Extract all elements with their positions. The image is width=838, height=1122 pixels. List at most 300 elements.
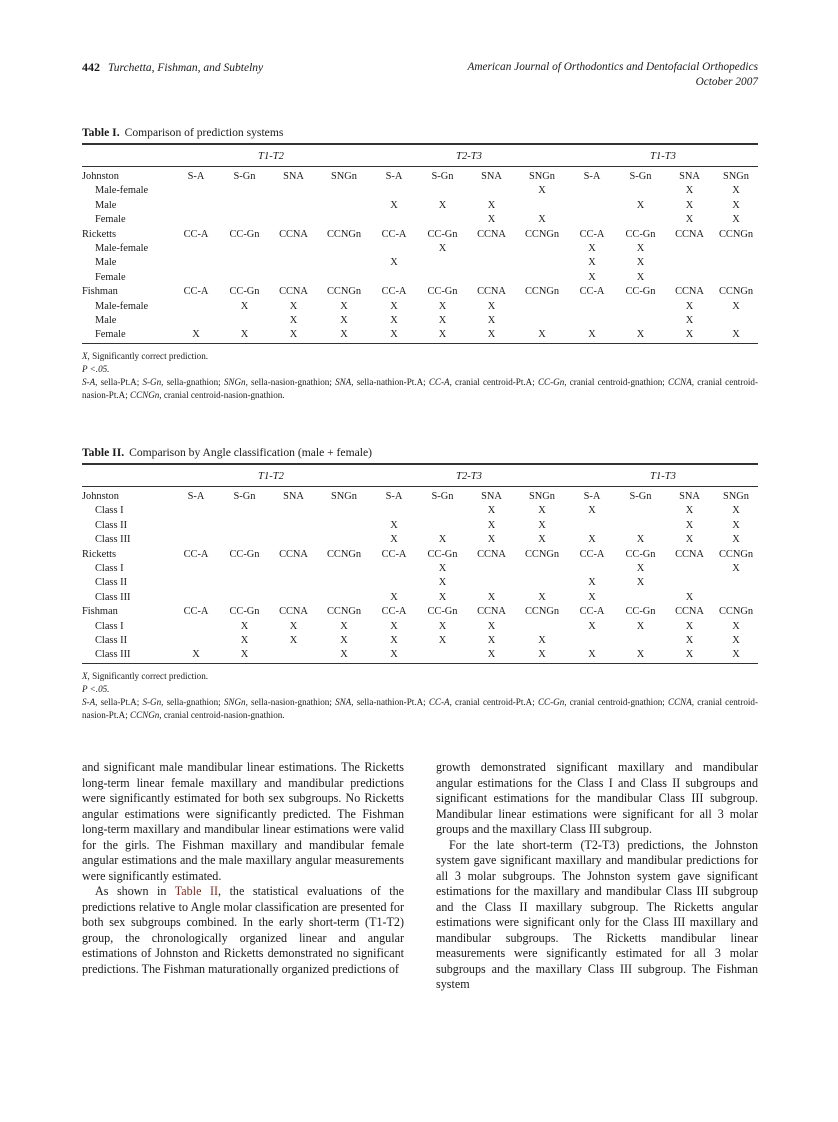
measure-header-cell: SNA [679, 171, 700, 182]
subgroup-label: Class I [95, 505, 124, 517]
empty-cell [714, 576, 758, 590]
abbr-definition: cranial centroid-gnathion; [566, 696, 669, 707]
empty-cell [269, 533, 318, 547]
empty-cell [172, 519, 220, 533]
measure-header-cell: SNGn [331, 171, 357, 182]
measure-header-cell: CC-A [381, 228, 407, 240]
significant-cell: X [588, 243, 596, 255]
empty-cell [269, 242, 318, 256]
significant-cell: X [685, 519, 694, 531]
significant-cell: X [192, 329, 200, 341]
empty-cell [665, 271, 714, 285]
significant-cell: X [487, 214, 496, 226]
footnote-symbol: X, [82, 350, 90, 361]
table-row [82, 184, 758, 198]
significant-cell: X [636, 329, 645, 341]
measure-header-cell: CCNGn [524, 548, 560, 560]
abbr-definition: cranial centroid-nasion-Pt.A; [82, 376, 758, 400]
empty-cell [568, 562, 616, 576]
abbr-term: CC-Gn, [537, 376, 567, 387]
group-header-spacer [82, 468, 172, 487]
empty-cell [616, 300, 665, 314]
empty-cell [318, 242, 370, 256]
empty-cell [269, 256, 318, 270]
significant-cell: X [588, 620, 596, 632]
significant-cell: X [438, 620, 447, 632]
significant-cell: X [685, 591, 694, 603]
significant-cell: X [538, 214, 546, 226]
table-row [82, 634, 758, 648]
table-group-header-row [82, 148, 758, 167]
measure-header-cell: CCNA [675, 228, 704, 240]
running-head [82, 60, 758, 91]
significant-cell: X [390, 591, 398, 603]
significant-cell: X [732, 635, 740, 647]
body-text [82, 760, 758, 993]
measure-header-cell: CC-Gn [229, 606, 260, 618]
measure-header-cell: CCNA [477, 228, 506, 240]
significant-cell: X [438, 315, 447, 327]
significant-cell: X [240, 329, 249, 341]
table-1-body [82, 144, 758, 347]
abbr-definition: cranial centroid-Pt.A; [451, 376, 538, 387]
abbr-term: CCNGn, [130, 389, 162, 400]
significant-cell: X [685, 635, 694, 647]
abbr-term: SNGn, [223, 696, 248, 707]
significant-cell: X [685, 185, 694, 197]
significant-cell: X [538, 649, 546, 661]
table-row [82, 314, 758, 328]
subgroup-label: Male-female [95, 185, 149, 197]
table-2-caption [82, 446, 758, 459]
significant-cell: X [685, 505, 694, 517]
significant-cell: X [636, 563, 645, 575]
abbr-term: SNGn, [223, 376, 248, 387]
measure-header-cell: S-A [187, 491, 205, 502]
measure-header-cell: SNGn [529, 171, 555, 182]
empty-cell [172, 504, 220, 518]
empty-cell [467, 184, 516, 198]
significant-cell: X [340, 620, 348, 632]
significant-cell: X [487, 591, 496, 603]
significant-cell: X [685, 214, 694, 226]
measure-header-cell: S-A [583, 171, 601, 182]
significant-cell: X [438, 243, 447, 255]
left-para-2-post: , the statistical evaluations of the predictions relative to Angle molar classification are presented for both sex subgroups combined. In the early short-term (T1-T2) group, the chronologically organized linear and angular estimations of Johnston and Ricketts demonstrated no significant predictions. The Fishman maturationally organized predictions of [82, 884, 405, 976]
table-system-row [82, 285, 758, 299]
measure-header-cell: SNA [283, 491, 304, 502]
significant-cell: X [636, 243, 645, 255]
measure-header-cell: CC-A [381, 606, 407, 618]
measure-header-cell: CC-Gn [427, 286, 458, 298]
measure-header-cell: CC-A [381, 286, 407, 298]
empty-cell [370, 213, 418, 227]
measure-header-cell: CC-Gn [625, 286, 656, 298]
empty-cell [220, 504, 269, 518]
group-header-t1-t2: T1-T2 [258, 151, 284, 162]
measure-header-cell: CCNGn [524, 228, 560, 240]
measure-header-cell: S-Gn [233, 171, 256, 182]
significant-cell: X [390, 315, 398, 327]
measure-header-cell: SNA [679, 491, 700, 502]
empty-cell [616, 519, 665, 533]
empty-cell [220, 519, 269, 533]
abbr-term: CCNA, [668, 696, 695, 707]
empty-cell [616, 314, 665, 328]
significant-cell: X [732, 214, 740, 226]
table-2-number: Table II. [82, 446, 125, 459]
significant-cell: X [732, 300, 740, 312]
empty-cell [516, 562, 568, 576]
empty-cell [467, 242, 516, 256]
significant-cell: X [240, 300, 249, 312]
significant-cell: X [390, 519, 398, 531]
empty-cell [172, 300, 220, 314]
empty-cell [418, 213, 467, 227]
empty-cell [418, 504, 467, 518]
table-1-footnotes [82, 350, 758, 402]
abbr-term: CCNGn, [130, 709, 162, 720]
abbr-definition: cranial centroid-Pt.A; [451, 696, 538, 707]
empty-cell [516, 576, 568, 590]
significant-cell: X [685, 300, 694, 312]
significant-cell: X [289, 329, 298, 341]
table-2-block [82, 446, 758, 722]
empty-cell [616, 213, 665, 227]
empty-cell [318, 519, 370, 533]
empty-cell [467, 576, 516, 590]
empty-cell [220, 184, 269, 198]
empty-cell [269, 562, 318, 576]
measure-header-cell: CC-A [579, 228, 605, 240]
significant-cell: X [685, 329, 694, 341]
significant-cell: X [588, 534, 596, 546]
measure-header-cell: CC-A [579, 606, 605, 618]
significant-cell: X [487, 300, 496, 312]
footnote-abbreviations-2 [82, 696, 758, 722]
empty-cell [318, 199, 370, 213]
measure-header-cell: SNA [481, 491, 502, 502]
subgroup-label: Class II [95, 577, 128, 589]
measure-header-cell: CC-Gn [427, 228, 458, 240]
empty-cell [714, 256, 758, 270]
group-header-t1-t3: T1-T3 [650, 471, 676, 482]
footnote-pvalue [82, 683, 758, 696]
significant-cell: X [636, 271, 645, 283]
empty-cell [172, 533, 220, 547]
subgroup-label: Male-female [95, 300, 149, 312]
table-2-footnotes [82, 670, 758, 722]
system-label: Johnston [82, 491, 119, 502]
measure-header-cell: CC-A [579, 286, 605, 298]
abbr-term: CC-Gn, [537, 696, 567, 707]
empty-cell [172, 562, 220, 576]
empty-cell [318, 576, 370, 590]
empty-cell [714, 271, 758, 285]
abbr-definition: cranial centroid-nasion-gnathion. [161, 709, 285, 720]
subgroup-label: Class II [95, 519, 128, 531]
significant-cell: X [390, 300, 398, 312]
abbr-definition: sella-nathion-Pt.A; [353, 376, 429, 387]
significant-cell: X [732, 199, 740, 211]
abbr-definition: cranial centroid-gnathion; [566, 376, 669, 387]
empty-cell [172, 199, 220, 213]
empty-cell [172, 314, 220, 328]
group-header-t1-t2: T1-T2 [258, 471, 284, 482]
significant-cell: X [390, 199, 398, 211]
subgroup-label: Male-female [95, 243, 149, 255]
table-row [82, 256, 758, 270]
footnote-pvalue-text: P <.05. [82, 363, 110, 374]
empty-cell [616, 634, 665, 648]
measure-header-cell: CC-Gn [229, 286, 260, 298]
footnote-pvalue [82, 363, 758, 376]
significant-cell: X [340, 315, 348, 327]
empty-cell [467, 562, 516, 576]
group-header-t2-t3: T2-T3 [456, 471, 482, 482]
measure-header-cell: CC-Gn [427, 548, 458, 560]
measure-header-cell: SNA [481, 171, 502, 182]
table-2-crossref-link[interactable]: Table II [174, 884, 219, 899]
significant-cell: X [685, 649, 694, 661]
significant-cell: X [487, 199, 496, 211]
significant-cell: X [438, 577, 447, 589]
empty-cell [568, 184, 616, 198]
significant-cell: X [289, 635, 298, 647]
left-para-1: and significant male mandibular linear estimations. The Ricketts long-term linear female maxillary and mandibular predictions were significantly estimated for both sex subgroups. No Ricketts angular estimations were significantly predicted. The Fishman long-term maxillary and mandibular linear estimations were valid for the girls. The Fishman maxillary and mandibular female angular estimations and the male maxillary angular measurements were significantly estimated. [82, 760, 404, 883]
footnote-significance [82, 670, 758, 683]
subgroup-label: Male [95, 315, 117, 327]
empty-cell [516, 242, 568, 256]
table-system-row [82, 548, 758, 562]
empty-cell [568, 314, 616, 328]
significant-cell: X [732, 505, 740, 517]
right-para-1: growth demonstrated significant maxillary and mandibular angular estimations for the Class I and Class II subgroups and significant estimations for the mandibular Class III subgroup. Mandibular linear estimations were significant for all 3 molar groups and the maxillary Class III subgroup. [436, 760, 758, 837]
table-row [82, 519, 758, 533]
significant-cell: X [340, 300, 348, 312]
subgroup-label: Class III [95, 591, 131, 603]
system-label: Fishman [82, 286, 118, 298]
empty-cell [220, 242, 269, 256]
measure-header-cell: CCNGn [718, 228, 754, 240]
empty-cell [568, 519, 616, 533]
measure-header-cell: CCNGn [718, 548, 754, 560]
journal-title: American Journal of Orthodontics and Dentofacial Orthopedics [467, 61, 758, 73]
right-para-2: For the late short-term (T2-T3) predictions, the Johnston system gave significant maxillary and mandibular predictions for all 3 molar subgroups. The Johnston system gave significant estimations for the maxillary and mandibular Class III subgroup and the Class II maxillary subgroup. The Ricketts angular estimations were significant only for the Class III maxillary and mandibular subgroups. The Ricketts mandibular linear measurements were significantly estimated for all 3 molar subgroups and the maxillary Class III subgroup. The Fishman system [436, 837, 758, 992]
measure-header-cell: S-Gn [431, 491, 454, 502]
empty-cell [318, 271, 370, 285]
measure-header-cell: CCNGn [326, 548, 362, 560]
significant-cell: X [538, 635, 546, 647]
measure-header-cell: CCNA [279, 548, 308, 560]
footnote-abbreviations-1 [82, 376, 758, 402]
measure-header-cell: CC-A [183, 286, 209, 298]
significant-cell: X [685, 315, 694, 327]
empty-cell [269, 648, 318, 663]
empty-cell [220, 314, 269, 328]
empty-cell [269, 504, 318, 518]
subgroup-label: Male [95, 199, 117, 211]
empty-cell [220, 256, 269, 270]
author-list: Turchetta, Fishman, and Subtelny [108, 62, 264, 74]
table-2-body [82, 464, 758, 667]
significant-cell: X [588, 257, 596, 269]
significant-cell: X [289, 315, 298, 327]
table-row [82, 300, 758, 314]
empty-cell [418, 256, 467, 270]
empty-cell [269, 199, 318, 213]
table-row [82, 533, 758, 547]
abbr-term: S-Gn, [142, 376, 164, 387]
measure-header-cell: S-A [583, 491, 601, 502]
issue-date: October 2007 [695, 76, 758, 89]
empty-cell [220, 562, 269, 576]
significant-cell: X [538, 505, 546, 517]
significant-cell: X [732, 329, 740, 341]
empty-cell [568, 199, 616, 213]
significant-cell: X [636, 534, 645, 546]
measure-header-cell: SNA [283, 171, 304, 182]
page-number: 442 [82, 60, 100, 74]
measure-header-cell: CC-Gn [229, 548, 260, 560]
empty-cell [370, 504, 418, 518]
measure-header-cell: CC-A [381, 548, 407, 560]
significant-cell: X [487, 315, 496, 327]
significant-cell: X [438, 563, 447, 575]
empty-cell [370, 184, 418, 198]
significant-cell: X [487, 505, 496, 517]
table-row [82, 576, 758, 590]
measure-header-cell: S-Gn [431, 171, 454, 182]
abbr-definition: sella-Pt.A; [97, 376, 143, 387]
significant-cell: X [685, 620, 694, 632]
measure-header-cell: CC-A [183, 548, 209, 560]
significant-cell: X [588, 649, 596, 661]
subgroup-label: Female [95, 329, 126, 341]
significant-cell: X [538, 519, 546, 531]
measure-header-cell: CCNA [279, 606, 308, 618]
empty-cell [172, 620, 220, 634]
group-header-t2-t3: T2-T3 [456, 151, 482, 162]
significant-cell: X [732, 649, 740, 661]
empty-cell [516, 199, 568, 213]
significant-cell: X [390, 534, 398, 546]
empty-cell [467, 256, 516, 270]
measure-header-cell: CCNGn [718, 606, 754, 618]
significant-cell: X [240, 649, 249, 661]
measure-header-cell: CCNGn [326, 228, 362, 240]
significant-cell: X [438, 300, 447, 312]
abbr-definition: sella-gnathion; [163, 376, 224, 387]
measure-header-cell: S-Gn [233, 491, 256, 502]
empty-cell [568, 213, 616, 227]
significant-cell: X [438, 635, 447, 647]
table-row [82, 271, 758, 285]
empty-cell [370, 242, 418, 256]
subgroup-label: Class I [95, 563, 124, 575]
table-2 [82, 463, 758, 667]
subgroup-label: Male [95, 257, 117, 269]
measure-header-cell: CCNA [477, 286, 506, 298]
empty-cell [714, 591, 758, 605]
significant-cell: X [390, 257, 398, 269]
empty-cell [269, 271, 318, 285]
significant-cell: X [588, 591, 596, 603]
empty-cell [616, 184, 665, 198]
significant-cell: X [588, 329, 596, 341]
empty-cell [172, 256, 220, 270]
measure-header-cell: CC-A [579, 548, 605, 560]
empty-cell [220, 199, 269, 213]
measure-header-cell: SNGn [529, 491, 555, 502]
left-para-2 [82, 884, 404, 977]
measure-header-cell: CC-Gn [625, 606, 656, 618]
significant-cell: X [390, 649, 398, 661]
table-row [82, 591, 758, 605]
empty-cell [665, 242, 714, 256]
empty-cell [370, 576, 418, 590]
measure-header-cell: CCNA [477, 606, 506, 618]
measure-header-cell: CCNA [279, 286, 308, 298]
significant-cell: X [438, 534, 447, 546]
significant-cell: X [636, 257, 645, 269]
system-label: Fishman [82, 606, 118, 618]
table-rule-bottom [82, 663, 758, 667]
empty-cell [220, 533, 269, 547]
measure-header-cell: CCNGn [326, 606, 362, 618]
running-head-left [82, 60, 263, 75]
subgroup-label: Class I [95, 620, 124, 632]
subgroup-label: Class III [95, 649, 131, 661]
subgroup-label: Female [95, 271, 126, 283]
significant-cell: X [487, 329, 496, 341]
measure-header-cell: S-Gn [629, 491, 652, 502]
abbr-term: CC-A, [428, 376, 452, 387]
measure-header-cell: CC-Gn [625, 228, 656, 240]
empty-cell [318, 184, 370, 198]
significant-cell: X [487, 635, 496, 647]
empty-cell [714, 314, 758, 328]
table-1 [82, 143, 758, 347]
significant-cell: X [390, 329, 398, 341]
table-row [82, 213, 758, 227]
significant-cell: X [240, 635, 249, 647]
footnote-pvalue-text: P <.05. [82, 683, 110, 694]
table-group-header-row [82, 468, 758, 487]
empty-cell [220, 213, 269, 227]
measure-header-cell: CCNGn [326, 286, 362, 298]
measure-header-cell: S-A [385, 491, 403, 502]
empty-cell [418, 519, 467, 533]
abbr-term: SNA, [335, 376, 354, 387]
significant-cell: X [636, 577, 645, 589]
significant-cell: X [732, 534, 740, 546]
abbr-definition: sella-nasion-gnathion; [247, 696, 336, 707]
measure-header-cell: S-A [385, 171, 403, 182]
subgroup-label: Female [95, 214, 126, 226]
measure-header-cell: CCNGn [524, 286, 560, 298]
table-rule-bottom [82, 343, 758, 347]
empty-cell [318, 504, 370, 518]
significant-cell: X [636, 199, 645, 211]
table-1-block [82, 126, 758, 402]
measure-header-cell: CC-Gn [229, 228, 260, 240]
significant-cell: X [240, 620, 249, 632]
abbr-definition: cranial centroid-nasion-Pt.A; [82, 696, 758, 720]
empty-cell [665, 576, 714, 590]
table-system-row [82, 490, 758, 504]
empty-cell [318, 562, 370, 576]
